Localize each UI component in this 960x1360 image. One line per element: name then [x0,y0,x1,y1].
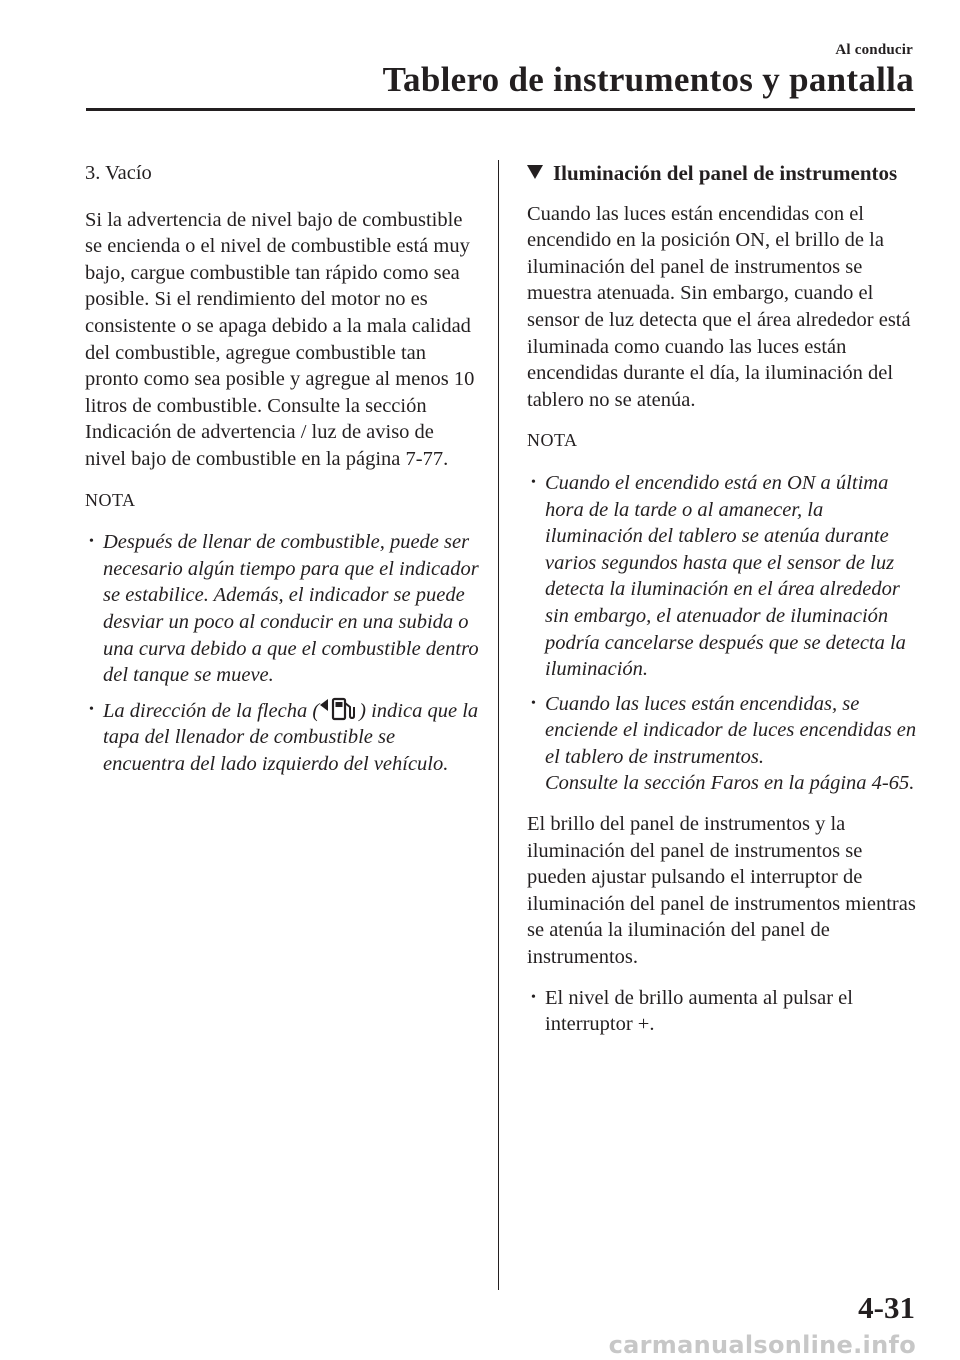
note-item [85,529,480,689]
note-text: Después de llenar de combustible, puede ser necesario algún tiempo para que el indicador se estabilice. Además, el indicador se puede desviar un poco al conducir en una subida o una curva debido a que el combustible dentro del tanque se mueve. [103,531,479,687]
triangle-down-icon [527,165,543,179]
note-reference: Consulte la sección Faros en la página 4-65. [545,772,915,795]
right-column [527,160,917,1052]
note-list [85,529,480,777]
fuel-pump-left-arrow-icon [319,697,359,721]
note-item [85,697,480,778]
section-label: Al conducir [835,42,913,58]
page-number: 4-31 [858,1290,915,1325]
note-item [527,470,917,683]
bullet-icon: • [531,989,536,1005]
bullet-icon: • [89,701,94,717]
body-paragraph: El brillo del panel de instrumentos y la iluminación del panel de instrumentos se pueden ajustar pulsando el interruptor de iluminación del panel de instrumentos mientras se atenúa la iluminación del panel de instrumentos. [527,813,916,969]
section-heading [527,160,917,187]
column-divider [498,160,499,1290]
bullet-list [527,985,917,1038]
bullet-icon: • [531,695,536,711]
header-rule [86,108,915,111]
body-paragraph: Cuando las luces están encendidas con el encendido en la posición ON, el brillo de la iluminación del panel de instrumentos se muestra atenuada. Sin embargo, cuando el sensor de luz detecta que el área alrededor está iluminada como cuando las luces están encendidas durante el día, la iluminación del tablero no se atenúa. [527,202,911,411]
chapter-title: Tablero de instrumentos y pantalla [382,60,914,99]
note-text-after-icon: ) indica que la tapa del llenador de combustible se encuentra del lado izquierdo del vehículo. [103,699,479,775]
note-list [527,470,917,797]
watermark: carmanualsonline.info [608,1331,916,1359]
note-item [527,691,917,797]
note-text: Cuando el encendido está en ON a última hora de la tarde o al amanecer, la iluminación del tablero se atenúa durante varios segundos hasta que el sensor de luz detecta la iluminación en el área alrededor sin embargo, el atenuador de iluminación podría cancelarse después que se detecta la iluminación. [545,471,906,681]
note-text: Cuando las luces están encendidas, se enciende el indicador de luces encendidas en el tablero de instrumentos. [545,692,917,768]
note-label: NOTA [527,430,578,451]
left-column [85,160,480,791]
list-item-text: El nivel de brillo aumenta al pulsar el interruptor +. [545,986,853,1036]
bullet-icon: • [531,474,536,490]
body-paragraph: Si la advertencia de nivel bajo de combustible se encienda o el nivel de combustible está muy bajo, cargue combustible tan rápido como sea posible. Si el rendimiento del motor no es consistente o se apaga debido a la mala calidad del combustible, agregue combustible tan pronto como sea posible y agregue al menos 10 litros de combustible. Consulte la sección Indicación de advertencia / luz de aviso de nivel bajo de combustible en la página 7-77. [85,208,475,470]
list-item [527,985,917,1038]
step-item: 3. Vacío [85,162,152,184]
heading-text: Iluminación del panel de instrumentos [553,161,898,185]
note-text-before-icon: La dirección de la flecha ( [103,699,320,722]
bullet-icon: • [89,534,94,550]
note-label: NOTA [85,489,136,510]
